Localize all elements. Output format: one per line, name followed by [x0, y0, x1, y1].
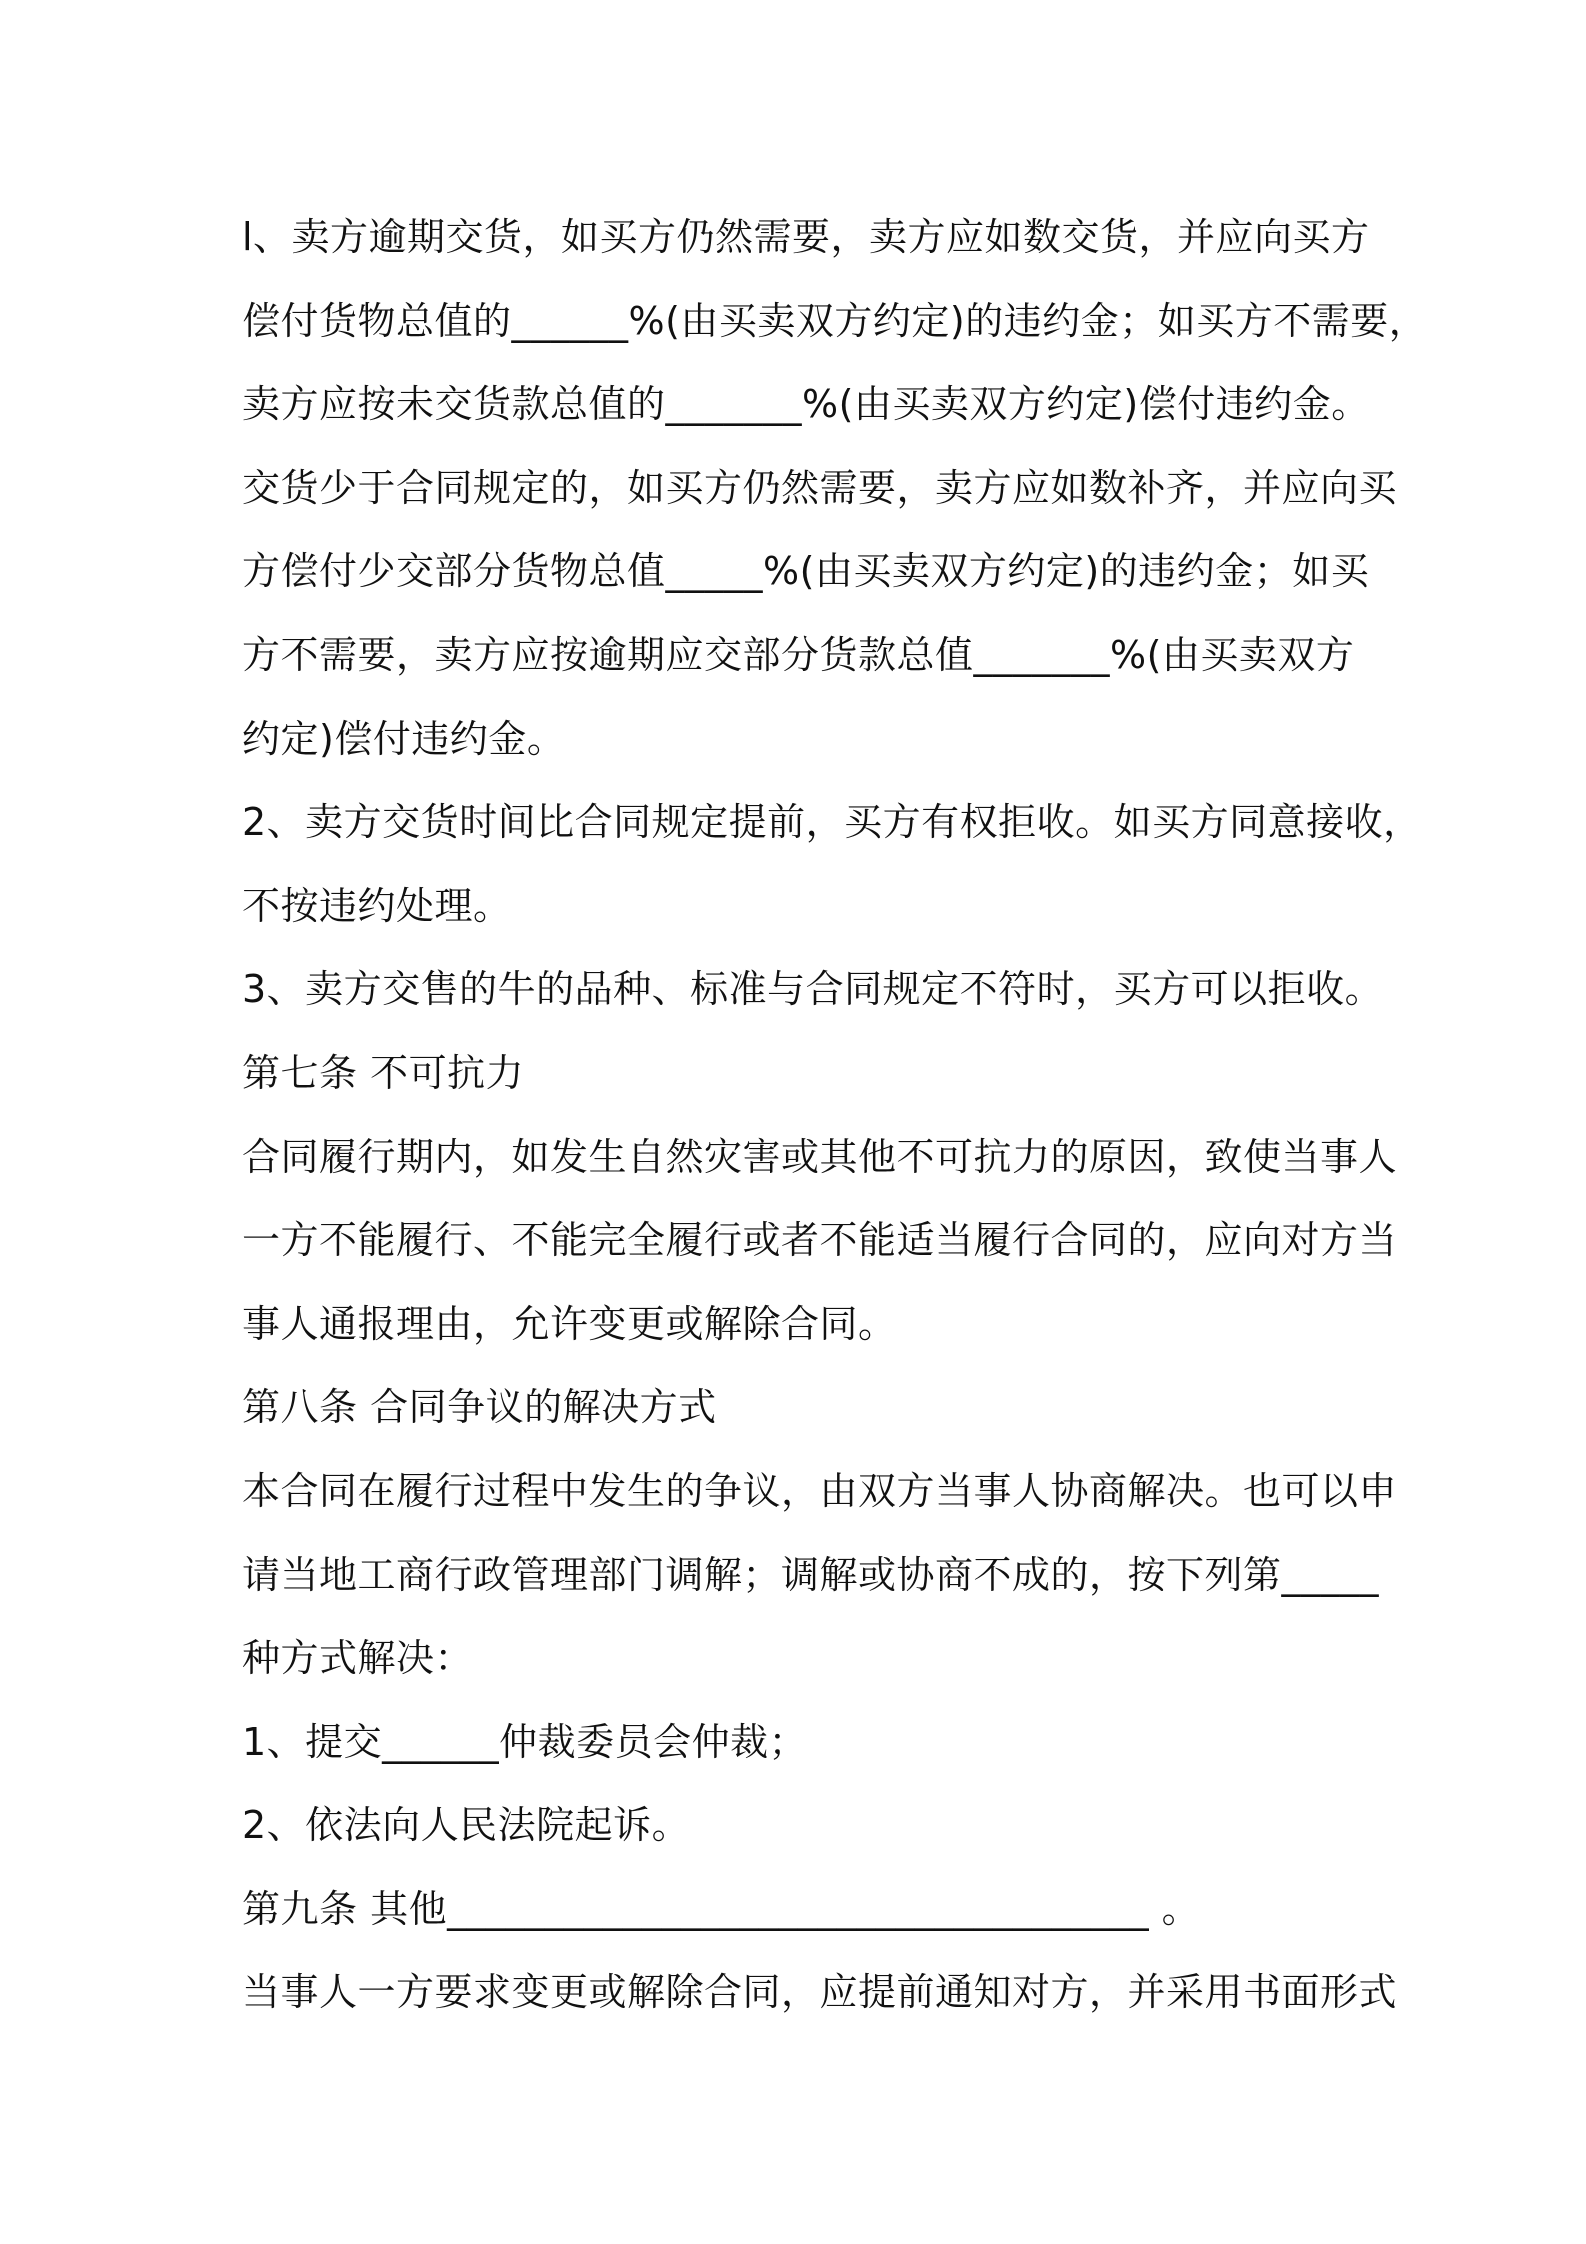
text-line-4: 交货少于合同规定的，如买方仍然需要，卖方应如数补齐，并应向买: [242, 465, 1398, 510]
section-heading-9: 第九条 其他____________________________________ 。: [242, 1886, 1201, 1931]
text-line-12: 合同履行期内，如发生自然灾害或其他不可抗力的原因，致使当事人: [242, 1134, 1398, 1179]
text-line-1: l、卖方逾期交货，如买方仍然需要，卖方应如数交货，并应向买方: [242, 215, 1370, 259]
text-line-14: 事人通报理由，允许变更或解除合同。: [242, 1301, 897, 1346]
text-line-16: 本合同在履行过程中发生的争议，由双方当事人协商解决。也可以申: [242, 1468, 1398, 1513]
text-line-6: 方不需要，卖方应按逾期应交部分货款总值_______%(由买卖双方: [242, 632, 1355, 677]
section-heading-8: 第八条 合同争议的解决方式: [242, 1385, 717, 1430]
text-line-13: 一方不能履行、不能完全履行或者不能适当履行合同的，应向对方当: [242, 1218, 1398, 1263]
text-line-10: 3、卖方交售的牛的品种、标准与合同规定不符时，买方可以拒收。: [242, 967, 1384, 1012]
section-heading-7: 第七条 不可抗力: [242, 1050, 525, 1095]
text-line-7: 约定)偿付违约金。: [242, 716, 566, 761]
text-line-19: 1、提交______仲裁委员会仲裁；: [242, 1719, 808, 1764]
document-body: [242, 196, 1428, 2035]
text-line-22: 当事人一方要求变更或解除合同，应提前通知对方，并采用书面形式: [242, 1970, 1398, 2015]
text-line-20: 2、依法向人民法院起诉。: [242, 1803, 691, 1848]
text-line-18: 种方式解决：: [242, 1636, 474, 1681]
text-line-8: 2、卖方交货时间比合同规定提前，买方有权拒收。如买方同意接收，: [242, 800, 1422, 845]
text-line-3: 卖方应按未交货款总值的_______%(由买卖双方约定)偿付违约金。: [242, 382, 1370, 427]
text-line-17: 请当地工商行政管理部门调解；调解或协商不成的，按下列第_____: [242, 1552, 1380, 1597]
text-line-5: 方偿付少交部分货物总值_____%(由买卖双方约定)的违约金；如买: [242, 549, 1370, 594]
text-line-9: 不按违约处理。: [242, 883, 512, 928]
text-line-2: 偿付货物总值的______%(由买卖双方约定)的违约金；如买方不需要，: [242, 298, 1428, 343]
